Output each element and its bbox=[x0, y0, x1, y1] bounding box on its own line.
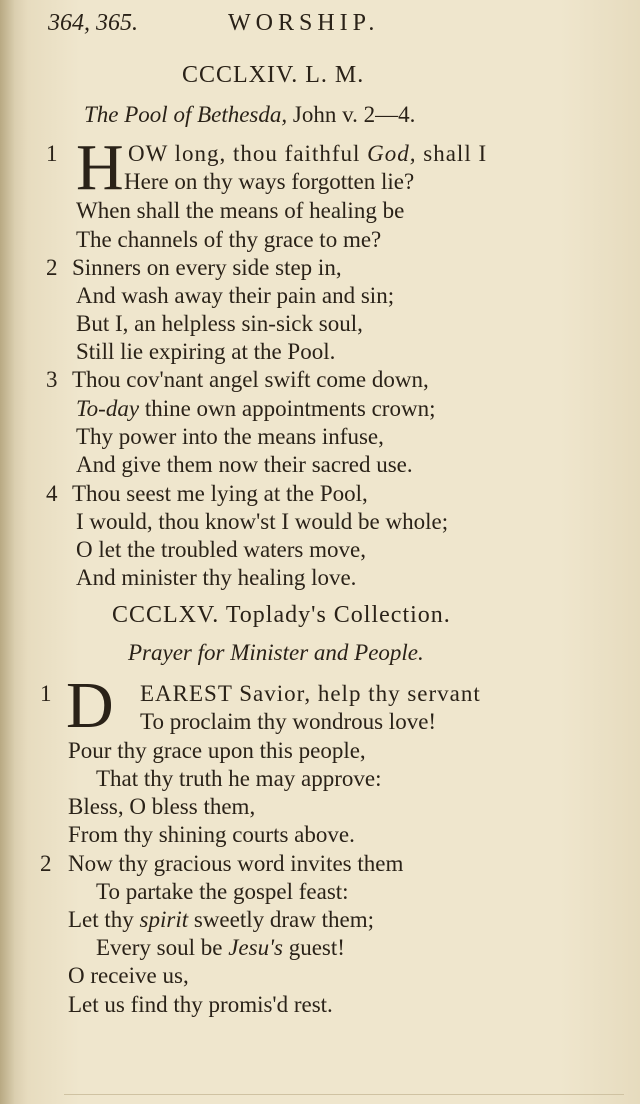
line-text: OW long, thou faithful bbox=[128, 141, 368, 166]
verse-line: Sinners on every side step in, bbox=[72, 255, 342, 280]
hymn-364-subtitle-title: The Pool of Bethesda, bbox=[84, 102, 288, 127]
verse-line: To proclaim thy wondrous love! bbox=[140, 709, 437, 734]
verse-line: Still lie expiring at the Pool. bbox=[76, 339, 336, 364]
hymn-365-subtitle: Prayer for Minister and People. bbox=[128, 640, 424, 665]
line-text: sweetly draw them; bbox=[188, 907, 374, 932]
verse-number: 4 bbox=[46, 481, 58, 506]
verse-line: Pour thy grace upon this people, bbox=[68, 738, 366, 763]
line-italic: Jesu's bbox=[228, 935, 283, 960]
hymn-364-heading: CCCLXIV. L. M. bbox=[182, 62, 365, 88]
hymn-364-subtitle bbox=[84, 102, 415, 128]
verse-line: O receive us, bbox=[68, 963, 189, 988]
verse-line bbox=[76, 395, 435, 423]
verse-line bbox=[96, 934, 345, 962]
verse-line: The channels of thy grace to me? bbox=[76, 227, 382, 252]
verse-line: To partake the gospel feast: bbox=[96, 879, 349, 904]
verse-line: I would, thou know'st I would be whole; bbox=[76, 509, 449, 534]
verse-line: Bless, O bless them, bbox=[68, 794, 256, 819]
verse-line: And wash away their pain and sin; bbox=[76, 283, 395, 308]
verse-line: Thy power into the means infuse, bbox=[76, 424, 384, 449]
verse-line: EAREST Savior, help thy servant bbox=[140, 681, 481, 706]
line-text: Every soul be bbox=[96, 935, 229, 960]
verse-line: And give them now their sacred use. bbox=[76, 452, 413, 477]
verse-number: 2 bbox=[46, 255, 58, 280]
verse-line: Thou seest me lying at the Pool, bbox=[72, 481, 368, 506]
line-italic: To-day bbox=[76, 396, 140, 421]
verse-line: O let the troubled waters move, bbox=[76, 537, 366, 562]
verse-line: From thy shining courts above. bbox=[68, 822, 355, 847]
verse-line: When shall the means of healing be bbox=[76, 198, 405, 223]
hymn-364-subtitle-ref: John v. 2—4. bbox=[292, 102, 416, 127]
drop-cap-h: H bbox=[76, 131, 124, 204]
verse-line: Let us find thy promis'd rest. bbox=[68, 992, 333, 1017]
verse-number: 1 bbox=[40, 681, 52, 706]
verse-line bbox=[128, 140, 487, 168]
verse-line: Thou cov'nant angel swift come down, bbox=[72, 367, 429, 392]
running-title: WORSHIP. bbox=[228, 10, 380, 36]
verse-number: 2 bbox=[40, 851, 52, 876]
verse-number: 1 bbox=[46, 141, 58, 166]
line-text: Let thy bbox=[68, 907, 140, 932]
verse-line: Now thy gracious word invites them bbox=[68, 851, 404, 876]
page-gutter bbox=[0, 0, 14, 1104]
line-italic: God, bbox=[367, 141, 417, 166]
verse-line: That thy truth he may approve: bbox=[96, 766, 382, 791]
drop-cap-d: D bbox=[66, 669, 114, 742]
verse-line: Here on thy ways forgotten lie? bbox=[124, 169, 415, 194]
line-text: shall I bbox=[416, 141, 488, 166]
hymn-365-heading: CCCLXV. Toplady's Collection. bbox=[112, 602, 451, 628]
line-text: guest! bbox=[282, 935, 345, 960]
verse-line: But I, an helpless sin-sick soul, bbox=[76, 311, 363, 336]
page-bottom-edge bbox=[64, 1094, 624, 1095]
verse-number: 3 bbox=[46, 367, 58, 392]
line-text: thine own appointments crown; bbox=[139, 396, 436, 421]
verse-line bbox=[68, 906, 374, 934]
verse-line: And minister thy healing love. bbox=[76, 565, 357, 590]
line-italic: spirit bbox=[139, 907, 189, 932]
page-numbers: 364, 365. bbox=[48, 10, 138, 36]
